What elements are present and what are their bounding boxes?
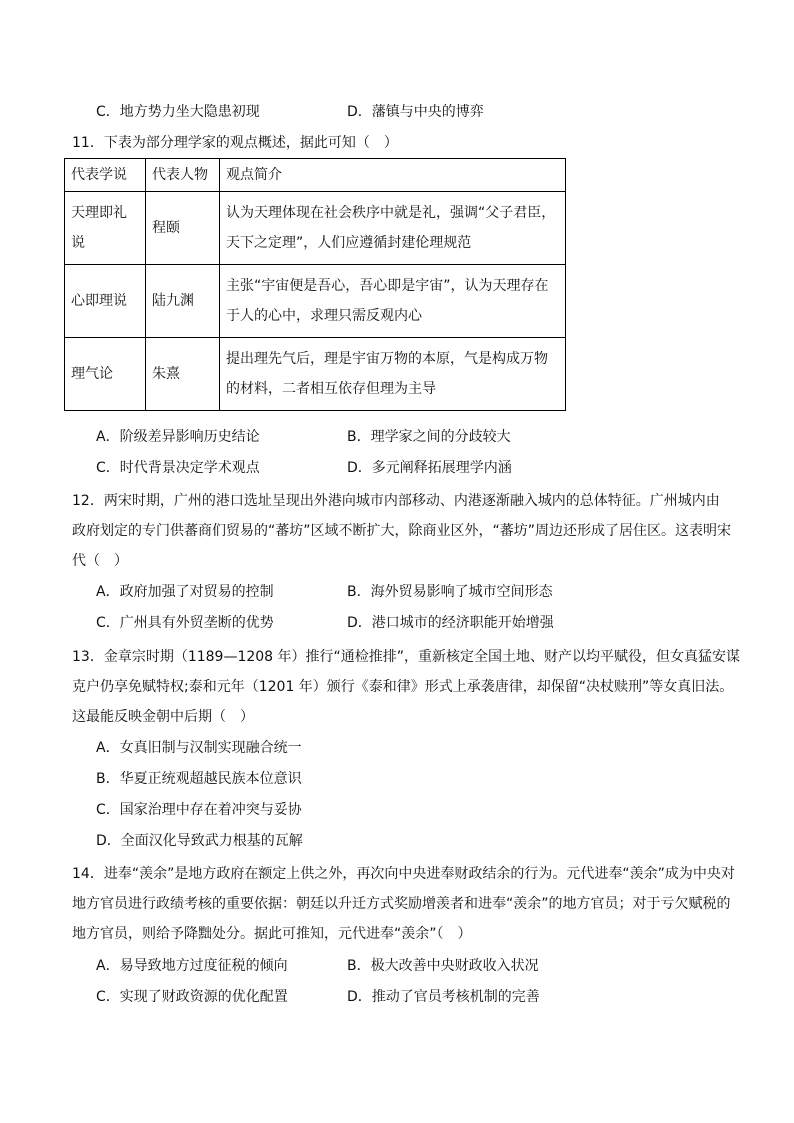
table-header-row (65, 159, 566, 192)
q12-option-c: C．广州具有外贸垄断的优势 (96, 615, 274, 631)
q11-option-a: A．阶级差异影响历史结论 (96, 429, 260, 445)
q12-option-a: A．政府加强了对贸易的控制 (96, 584, 274, 600)
q12-stem-line3: 代（ ） (72, 553, 128, 569)
q11-option-d: D．多元阐释拓展理学内涵 (347, 460, 512, 476)
q10-option-d: D．藩镇与中央的博弈 (347, 104, 484, 120)
table-cell-theory: 天理即礼说 (65, 192, 146, 265)
q11-option-c: C．时代背景决定学术观点 (96, 460, 260, 476)
q12-option-d: D．港口城市的经济职能开始增强 (347, 615, 554, 631)
table-cell-view: 主张“宇宙便是吾心，吾心即是宇宙”，认为天理存在于人的心中，求理只需反观内心 (220, 265, 566, 338)
table-header-cell: 代表学说 (65, 159, 146, 192)
q10-option-c: C．地方势力坐大隐患初现 (96, 104, 260, 120)
q14-stem-line1: 14．进奉“羡余”是地方政府在额定上供之外，再次向中央进奉财政结余的行为。元代进奉“羡余”成为中央对 (72, 866, 735, 882)
q12-stem-line2: 政府划定的专门供蕃商们贸易的“蕃坊”区域不断扩大，除商业区外，“蕃坊”周边还形成了居住区。这表明宋 (72, 523, 732, 539)
q13-option-c: C．国家治理中存在着冲突与妥协 (96, 802, 302, 818)
table-cell-person: 朱熹 (146, 338, 220, 411)
q12-option-b: B．海外贸易影响了城市空间形态 (347, 584, 553, 600)
q11-table (64, 158, 566, 411)
q14-option-b: B．极大改善中央财政收入状况 (347, 958, 539, 974)
table-row (65, 192, 566, 265)
table-cell-theory: 心即理说 (65, 265, 146, 338)
table-cell-view: 认为天理体现在社会秩序中就是礼，强调“父子君臣，天下之定理”，人们应遵循封建伦理规范 (220, 192, 566, 265)
table-cell-person: 程颐 (146, 192, 220, 265)
q12-stem-line1: 12．两宋时期，广州的港口选址呈现出外港向城市内部移动、内港逐渐融入城内的总体特征。广州城内由 (72, 493, 720, 509)
table-cell-person: 陆九渊 (146, 265, 220, 338)
q13-stem-line1: 13．金章宗时期（1189—1208 年）推行“通检推排”，重新核定全国土地、财产以均平赋役，但女真猛安谋 (72, 649, 741, 665)
q14-option-a: A．易导致地方过度征税的倾向 (96, 958, 288, 974)
q11-stem: 11．下表为部分理学家的观点概述，据此可知（ ） (72, 135, 398, 151)
table-cell-theory: 理气论 (65, 338, 146, 411)
q13-option-a: A．女真旧制与汉制实现融合统一 (96, 740, 302, 756)
table-row (65, 338, 566, 411)
q14-stem-line3: 地方官员，则给予降黜处分。据此可推知，元代进奉“羡余”（ ） (72, 926, 472, 942)
q14-option-d: D．推动了官员考核机制的完善 (347, 989, 540, 1005)
q13-option-d: D．全面汉化导致武力根基的瓦解 (96, 833, 303, 849)
q13-stem-line3: 这最能反映金朝中后期（ ） (72, 709, 254, 725)
q13-option-b: B．华夏正统观超越民族本位意识 (96, 771, 302, 787)
q14-stem-line2: 地方官员进行政绩考核的重要依据：朝廷以升迁方式奖励增羡者和进奉“羡余”的地方官员；对于亏欠赋税的 (72, 896, 731, 912)
table-header-cell: 观点简介 (220, 159, 566, 192)
table-row (65, 265, 566, 338)
q14-option-c: C．实现了财政资源的优化配置 (96, 989, 288, 1005)
q11-option-b: B．理学家之间的分歧较大 (347, 429, 511, 445)
table-cell-view: 提出理先气后，理是宇宙万物的本原，气是构成万物的材料，二者相互依存但理为主导 (220, 338, 566, 411)
table-header-cell: 代表人物 (146, 159, 220, 192)
q13-stem-line2: 克户仍享免赋特权;泰和元年（1201 年）颁行《泰和律》形式上承袭唐律，却保留“决杖赎刑”等女真旧法。 (72, 679, 734, 695)
